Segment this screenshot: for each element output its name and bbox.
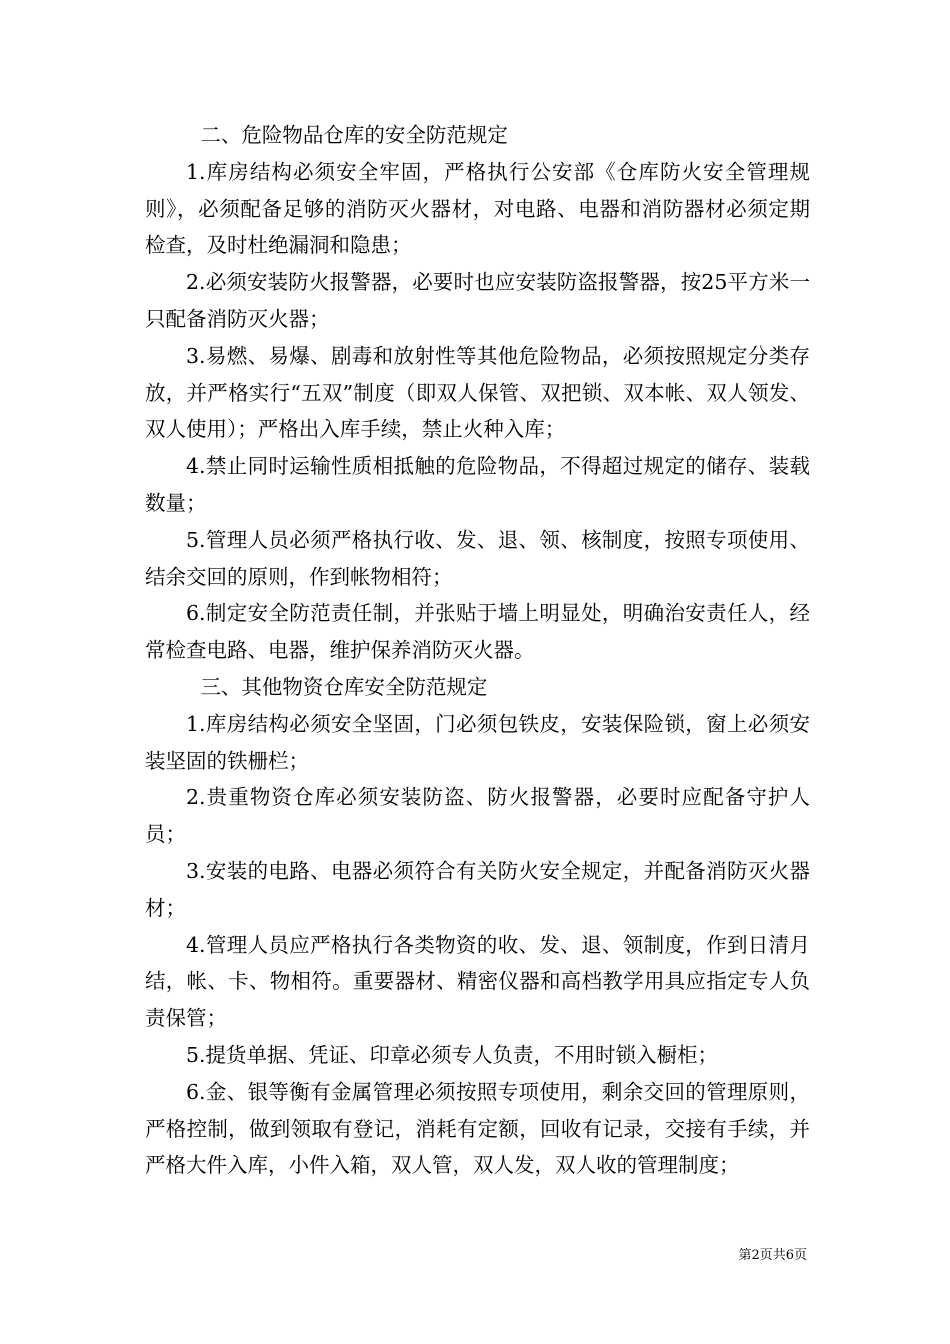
paragraph: 4.管理人员应严格执行各类物资的收、发、退、领制度，作到日清月结，帐、卡、物相符。重要器材、精密仪器和高档教学用具应指定专人负责保管； bbox=[145, 932, 810, 1031]
paragraph: 1.库房结构必须安全坚固，门必须包铁皮，安装保险锁，窗上必须安装坚固的铁栅栏； bbox=[145, 711, 810, 773]
paragraph: 5.提货单据、凭证、印章必须专人负责，不用时锁入橱柜； bbox=[186, 1042, 719, 1067]
paragraph: 2.必须安装防火报警器，必要时也应安装防盗报警器，按25平方米一只配备消防灭火器； bbox=[145, 270, 810, 331]
paragraph: 3.易燃、易爆、剧毒和放射性等其他危险物品，必须按照规定分类存放，并严格实行“五双”制度（即双人保管、双把锁、双本帐、双人领发、双人使用）；严格出入库手续，禁止火种入库； bbox=[145, 343, 810, 442]
section-heading: 三、其他物资仓库安全防范规定 bbox=[200, 674, 488, 699]
paragraph: 6.金、银等衡有金属管理必须按照专项使用，剩余交回的管理原则，严格控制，做到领取有登记，消耗有定额，回收有记录，交接有手续，并严格大件入库，小件入箱，双人管，双人发，双人收的管理制度； bbox=[145, 1079, 810, 1178]
paragraph: 3.安装的电路、电器必须符合有关防火安全规定，并配备消防灭火器材； bbox=[145, 858, 810, 920]
page-number-footer: 第2页共6页 bbox=[738, 1248, 807, 1263]
paragraph: 6.制定安全防范责任制，并张贴于墙上明显处，明确治安责任人，经常检查电路、电器，维护保养消防灭火器。 bbox=[145, 601, 810, 663]
section-heading: 二、危险物品仓库的安全防范规定 bbox=[200, 123, 508, 147]
paragraph: 1.库房结构必须安全牢固，严格执行公安部《仓库防火安全管理规则》，必须配备足够的消防灭火器材，对电路、电器和消防器材必须定期检查，及时杜绝漏洞和隐患； bbox=[145, 159, 810, 258]
paragraph: 5.管理人员必须严格执行收、发、退、领、核制度，按照专项使用、结余交回的原则，作到帐物相符； bbox=[145, 527, 810, 589]
paragraph: 2.贵重物资仓库必须安装防盗、防火报警器，必要时应配备守护人员； bbox=[145, 785, 810, 847]
paragraph: 4.禁止同时运输性质相抵触的危险物品，不得超过规定的储存、装载数量； bbox=[145, 454, 810, 515]
document-body bbox=[145, 117, 810, 1184]
